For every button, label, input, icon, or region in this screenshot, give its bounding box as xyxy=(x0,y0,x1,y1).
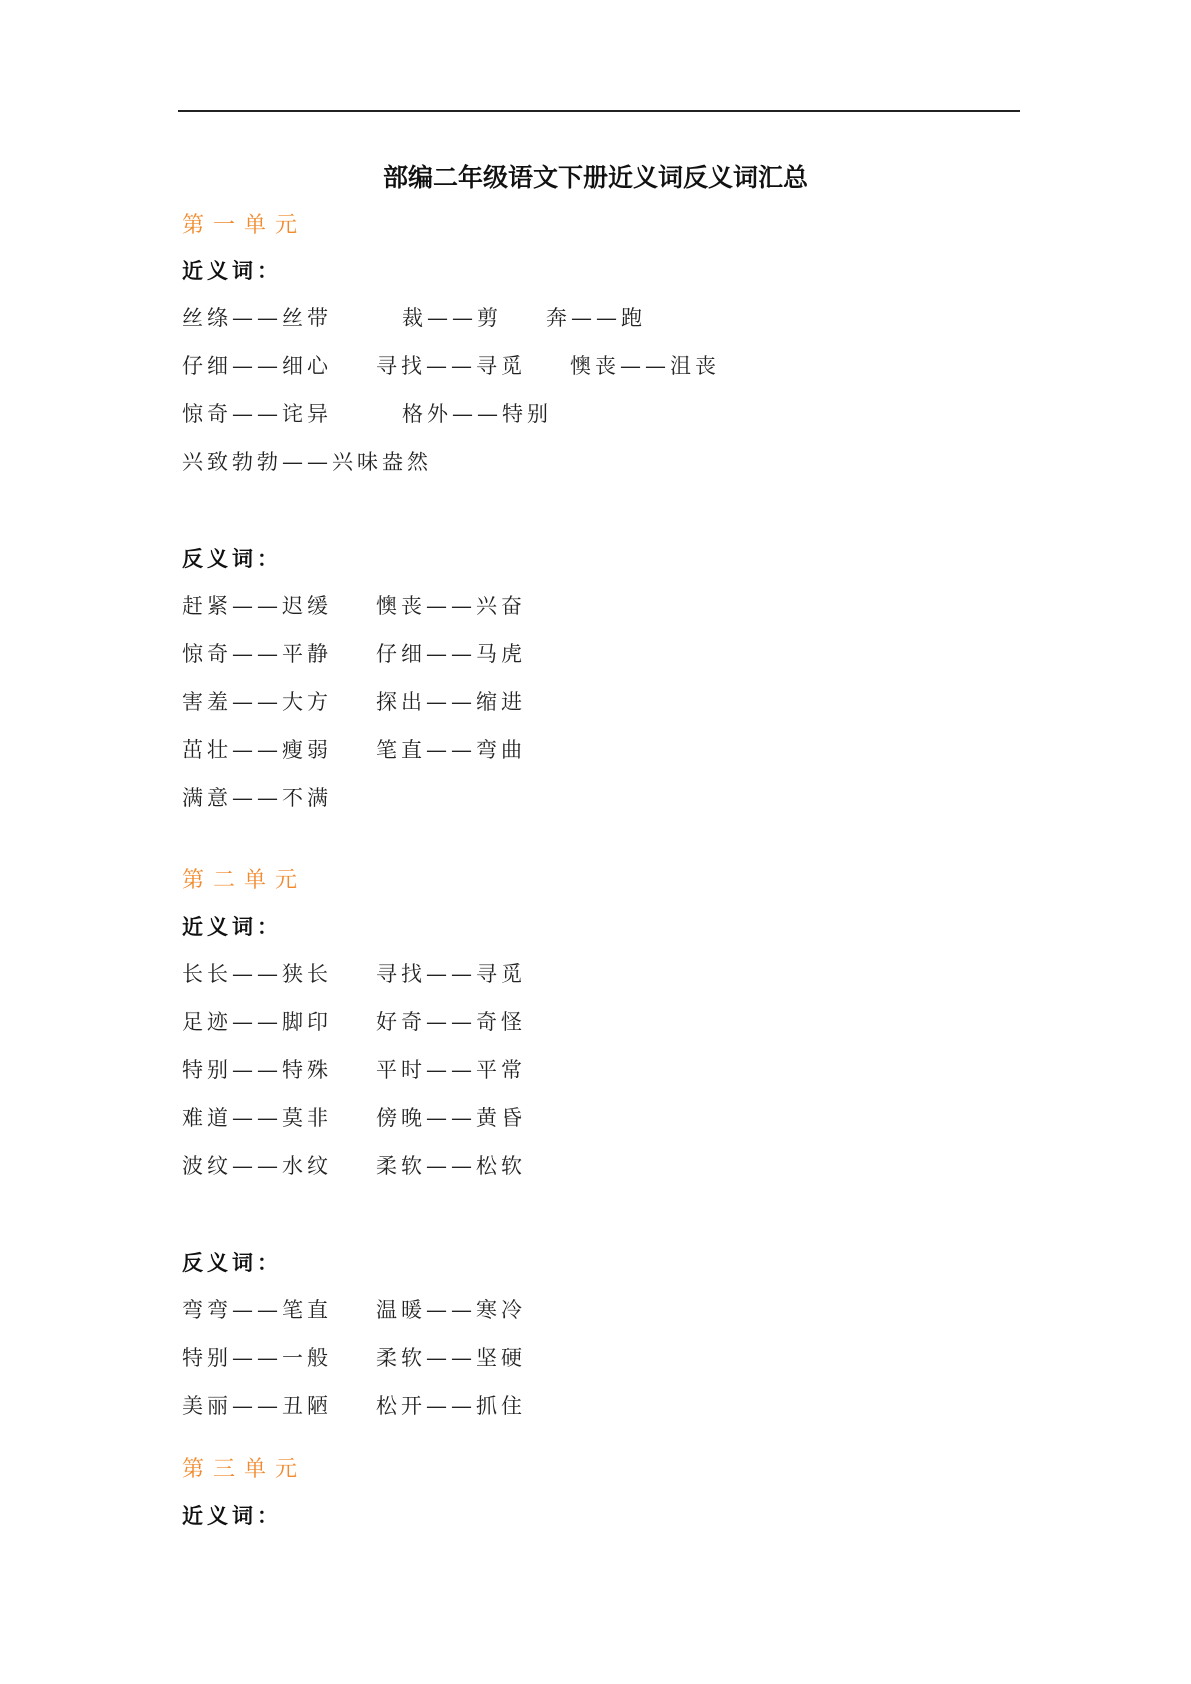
word-pair: 惊奇——诧异 xyxy=(182,402,332,426)
word-pair: 弯弯——笔直 xyxy=(182,1298,332,1322)
word-pair: 仔细——马虎 xyxy=(376,642,526,666)
unit-heading: 第二单元 xyxy=(182,868,307,893)
word-pair: 柔软——松软 xyxy=(376,1154,526,1178)
unit-heading: 第一单元 xyxy=(182,213,307,238)
word-pair: 格外——特别 xyxy=(402,402,552,426)
page-title: 部编二年级语文下册近义词反义词汇总 xyxy=(382,163,808,192)
synonyms-label: 近义词： xyxy=(182,1504,282,1528)
word-pair: 温暖——寒冷 xyxy=(376,1298,526,1322)
word-pair: 笔直——弯曲 xyxy=(376,738,526,762)
word-pair: 懊丧——兴奋 xyxy=(376,594,526,618)
word-pair: 惊奇——平静 xyxy=(182,642,332,666)
synonyms-label: 近义词： xyxy=(182,915,282,939)
antonyms-label: 反义词： xyxy=(182,1251,282,1275)
word-pair: 满意——不满 xyxy=(182,786,332,810)
word-pair: 柔软——坚硬 xyxy=(376,1346,526,1370)
word-pair: 特别——特殊 xyxy=(182,1058,332,1082)
word-pair: 奔——跑 xyxy=(546,306,646,330)
synonyms-label: 近义词： xyxy=(182,259,282,283)
word-pair: 害羞——大方 xyxy=(182,690,332,714)
word-pair: 赶紧——迟缓 xyxy=(182,594,332,618)
word-pair: 裁——剪 xyxy=(402,306,502,330)
word-pair: 寻找——寻觅 xyxy=(376,962,526,986)
word-pair: 探出——缩进 xyxy=(376,690,526,714)
antonyms-label: 反义词： xyxy=(182,547,282,571)
word-pair: 仔细——细心 xyxy=(182,354,332,378)
word-pair: 丝绦——丝带 xyxy=(182,306,332,330)
word-pair: 平时——平常 xyxy=(376,1058,526,1082)
word-pair: 傍晚——黄昏 xyxy=(376,1106,526,1130)
unit-heading: 第三单元 xyxy=(182,1457,307,1482)
word-pair: 松开——抓住 xyxy=(376,1394,526,1418)
word-pair: 茁壮——瘦弱 xyxy=(182,738,332,762)
word-pair: 懊丧——沮丧 xyxy=(570,354,720,378)
header-rule xyxy=(178,110,1020,112)
word-pair: 足迹——脚印 xyxy=(182,1010,332,1034)
word-pair: 寻找——寻觅 xyxy=(376,354,526,378)
word-pair: 兴致勃勃——兴味盎然 xyxy=(182,450,432,474)
word-pair: 波纹——水纹 xyxy=(182,1154,332,1178)
word-pair: 特别——一般 xyxy=(182,1346,332,1370)
word-pair: 长长——狭长 xyxy=(182,962,332,986)
word-pair: 美丽——丑陋 xyxy=(182,1394,332,1418)
word-pair: 难道——莫非 xyxy=(182,1106,332,1130)
word-pair: 好奇——奇怪 xyxy=(376,1010,526,1034)
